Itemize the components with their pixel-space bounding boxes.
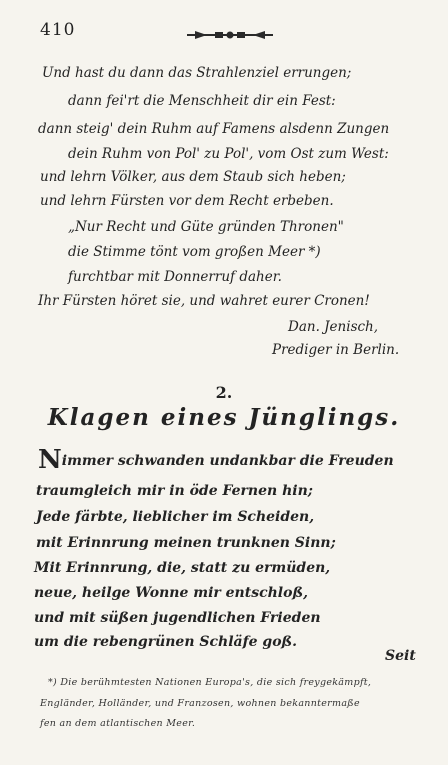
- footnote-line: *) Die berühmtesten Nationen Europa's, die sich freygekämpft,: [48, 677, 372, 688]
- poem-line: Und hast du dann das Strahlenziel errungen;: [42, 65, 352, 81]
- poem-line: furchtbar mit Donnerruf daher.: [68, 269, 282, 285]
- poem-line: und lehrn Fürsten vor dem Recht erbeben.: [40, 193, 334, 209]
- poem-line: dann fei'rt die Menschheit dir ein Fest:: [68, 93, 336, 109]
- poem-number: 2.: [215, 383, 233, 402]
- poem-line: die Stimme tönt vom großen Meer *): [68, 244, 321, 260]
- poem-line-text: immer schwanden undankbar die Freuden: [61, 453, 394, 469]
- ornament-rule-icon: [185, 28, 275, 42]
- footnote-line: Engländer, Holländer, und Franzosen, wohnen bekanntermaße: [40, 698, 360, 709]
- poem-line: traumgleich mir in öde Fernen hin;: [36, 483, 313, 499]
- catchword: Seit: [385, 648, 416, 664]
- poem-line: Ihr Fürsten höret sie, und wahret eurer Cronen!: [38, 293, 370, 309]
- drop-cap: N: [38, 445, 62, 475]
- poem-line: dann steig' dein Ruhm auf Famens alsdenn Zungen: [38, 121, 390, 137]
- poem-line: und lehrn Völker, aus dem Staub sich heben;: [40, 169, 346, 185]
- poem-line: um die rebengrünen Schläfe goß.: [34, 634, 298, 650]
- poem-line: „Nur Recht und Güte gründen Thronen": [68, 219, 344, 235]
- poem-line: neue, heilge Wonne mir entschloß,: [34, 585, 308, 601]
- poem-line: Mit Erinnrung, die, statt zu ermüden,: [34, 560, 331, 576]
- footnote-line: fen an dem atlantischen Meer.: [40, 718, 196, 729]
- poem-line: und mit süßen jugendlichen Frieden: [34, 610, 321, 626]
- author-title: Prediger in Berlin.: [272, 342, 400, 358]
- page-number: 410: [40, 20, 76, 40]
- poem-line: dein Ruhm von Pol' zu Pol', vom Ost zum West:: [68, 146, 389, 162]
- poem-line: Jede färbte, lieblicher im Scheiden,: [36, 509, 315, 525]
- poem-line: [38, 445, 394, 475]
- poem-title: Klagen eines Jünglings.: [47, 404, 401, 431]
- author-name: Dan. Jenisch,: [288, 319, 379, 335]
- poem-line: mit Erinnrung meinen trunknen Sinn;: [36, 535, 336, 551]
